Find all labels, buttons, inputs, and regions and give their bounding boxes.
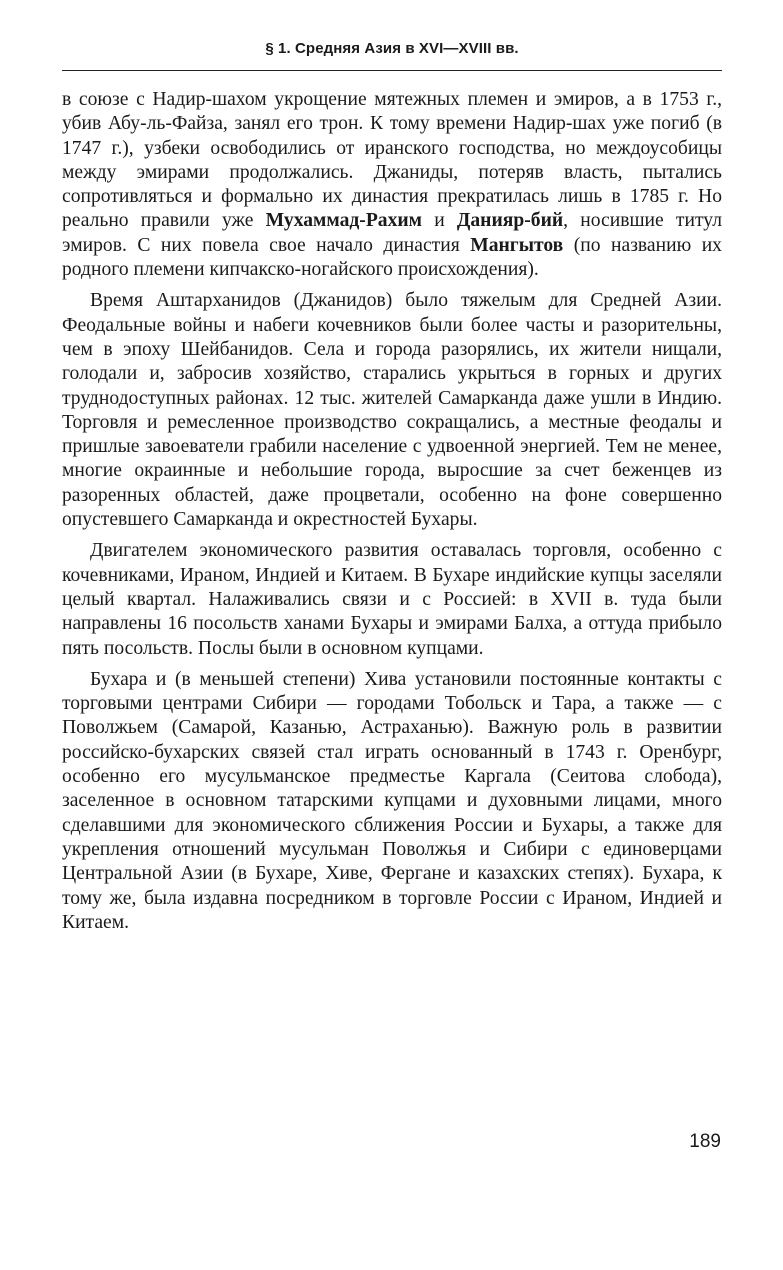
body-text — [62, 88, 722, 942]
paragraph-1 — [62, 88, 722, 282]
paragraph-4 — [62, 668, 722, 935]
text-segment: в союзе с Надир-шахом укрощение мятежных племен и эмиров, а в 1753 г., убив Абу-ль-Файза, занял его трон. К тому времени Надир-шах уже погиб (в 1747 г.), узбеки освободились от иранского господства, но междоусобицы между эмирами продолжались. Джаниды, потеряв власть, пытались сопротивляться и формально их династия прекратилась лишь в 1785 г. Но реально правили уже — [62, 89, 722, 232]
text-segment: Время Аштарханидов (Джанидов) было тяжелым для Средней Азии. Феодальные войны и набеги кочевников были более часты и разорительны, чем в эпоху Шейбанидов. Села и города разорялись, их жители нищали, голодали и, забросив хозяйство, старались укрыться в горных и других труднодоступных районах. 12 тыс. жителей Самарканда даже ушли в Индию. Торговля и ремесленное производство сокращались, а местные феодалы и пришлые завоеватели грабили население с удвоенной энергией. Тем не менее, многие окраинные и небольшие города, выросшие за счет беженцев из разоренных областей, даже процветали, особенно на фоне совершенно опустевшего Самарканда и окрестностей Бухары. — [62, 290, 722, 531]
page-number: 189 — [689, 1131, 721, 1152]
bold-term-daniyar-biy: Данияр-бий — [456, 210, 564, 232]
text-segment: , носившие титул эмиров. С них повела свое начало династия — [62, 210, 722, 256]
bold-term-muhammad-rahim: Мухаммад-Рахим — [265, 210, 423, 232]
header-divider — [62, 70, 722, 71]
text-segment: и — [422, 210, 457, 232]
text-segment: Двигателем экономического развития оставалась торговля, особенно с кочевниками, Ираном, Индией и Китаем. В Бухаре индийские купцы заселяли целый квартал. Налаживались связи и с Россией: в XVII в. туда были направлены 16 посольств ханами Бухары и эмирами Балха, а оттуда прибыло пять посольств. Послы были в основном купцами. — [62, 540, 722, 659]
bold-term-mangyty: Мангытов — [470, 234, 564, 256]
text-segment: Бухара и (в меньшей степени) Хива установили постоянные контакты с торговыми центрами Сибири — городами Тобольск и Тара, а также — с Поволжьем (Самарой, Казанью, Астраханью). Важную роль в развитии российско-бухарских связей стал играть основанный в 1743 г. Оренбург, особенно его мусульманское предместье Каргала (Сеитова слобода), заселенное в основном татарскими купцами и духовными лицами, много сделавшими для экономического сближения России и Бухары, а также для укрепления отношений мусульман Поволжья и Сибири с единоверцами Центральной Азии (в Бухаре, Хиве, Фергане и казахских степях). Бухара, к тому же, была издавна посредником в торговле России с Ираном, Индией и Китаем. — [62, 668, 722, 933]
text-segment: (по названию их родного племени кипчакско-ногайского происхождения). — [62, 234, 722, 281]
paragraph-2 — [62, 289, 722, 532]
paragraph-3 — [62, 539, 722, 660]
running-header: § 1. Средняя Азия в XVI—XVIII вв. — [265, 40, 519, 57]
